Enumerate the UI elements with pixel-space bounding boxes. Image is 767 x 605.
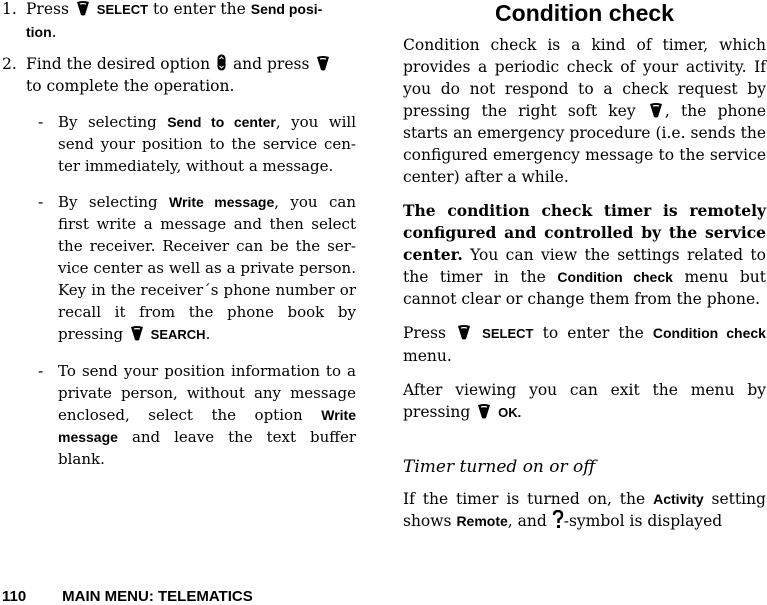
enter-menu-paragraph: Press SELECT to enter the Condition check menu. bbox=[403, 324, 766, 365]
ok-key-label: OK. bbox=[498, 405, 522, 420]
step-number: 1. bbox=[2, 0, 17, 18]
select-key-label: SELECT bbox=[482, 326, 534, 341]
remote-config-paragraph: The condition check timer is remotely configured and controlled by the service center. You can view the settings related to the timer in the Condition check menu but cannot clear or change them from the phone. bbox=[403, 201, 767, 308]
subheading: Timer turned on or off bbox=[403, 457, 596, 477]
exit-menu-paragraph: After viewing you can exit the menu by pressing OK. bbox=[403, 381, 766, 421]
navigation-key-icon bbox=[217, 54, 226, 71]
bullet-write-message: - By selecting Write message, you can first write a message and then select the receiver. Receiver can be the ser-vice center as well as a private person. Key in the receiver´s phone number or recall it from the phone book by pressing SEARCH. bbox=[38, 193, 356, 343]
step-number: 2. bbox=[2, 55, 17, 73]
right-column bbox=[403, 0, 766, 532]
running-header: MAIN MENU: TELEMATICS bbox=[62, 588, 253, 605]
option-name: Write message bbox=[58, 407, 356, 445]
step-2: 2. Find the desired option and press to complete the operation. bbox=[2, 53, 356, 97]
option-name: Write message bbox=[169, 194, 275, 210]
option-name: Send to center bbox=[167, 114, 276, 130]
left-column bbox=[2, 0, 356, 470]
setting-name: Activity bbox=[653, 491, 704, 507]
bullet-send-to-center: - By selecting Send to center, you will send your position to the service cen-ter immediately, without a message. bbox=[38, 113, 356, 175]
soft-key-icon bbox=[457, 325, 471, 340]
page-number: 110 bbox=[2, 588, 27, 605]
soft-key-icon bbox=[649, 103, 663, 118]
timer-paragraph: If the timer is turned on, the Activity setting shows Remote, and -symbol is displayed bbox=[403, 490, 766, 530]
section-title: Condition check bbox=[495, 0, 674, 26]
page-footer bbox=[2, 588, 253, 605]
search-key-label: SEARCH bbox=[150, 327, 206, 342]
soft-key-icon bbox=[316, 56, 330, 71]
soft-key-icon bbox=[76, 1, 90, 16]
menu-name: Condition check bbox=[652, 325, 766, 341]
soft-key-icon bbox=[130, 326, 144, 341]
menu-name: Condition check bbox=[557, 269, 673, 285]
select-key-label: SELECT bbox=[96, 2, 149, 17]
soft-key-icon bbox=[477, 404, 491, 419]
step-1: 1. Press SELECT to enter the Send posi- tion. bbox=[2, 0, 323, 41]
setting-value: Remote bbox=[456, 513, 508, 529]
menu-name: Send posi- bbox=[250, 1, 323, 17]
question-mark-symbol-icon bbox=[552, 510, 564, 529]
bullet-private-person: - To send your position information to a private person, without any message enclosed, select the option Write message and leave the text buffer blank. bbox=[38, 362, 356, 468]
intro-paragraph: Condition check is a kind of timer, which provides a periodic check of your activity. If you do not respond to a check request by pressing the right soft key , the phone starts an emergency procedure (i.e. sends the configured emergency message to the service center) after a while. bbox=[403, 36, 767, 186]
